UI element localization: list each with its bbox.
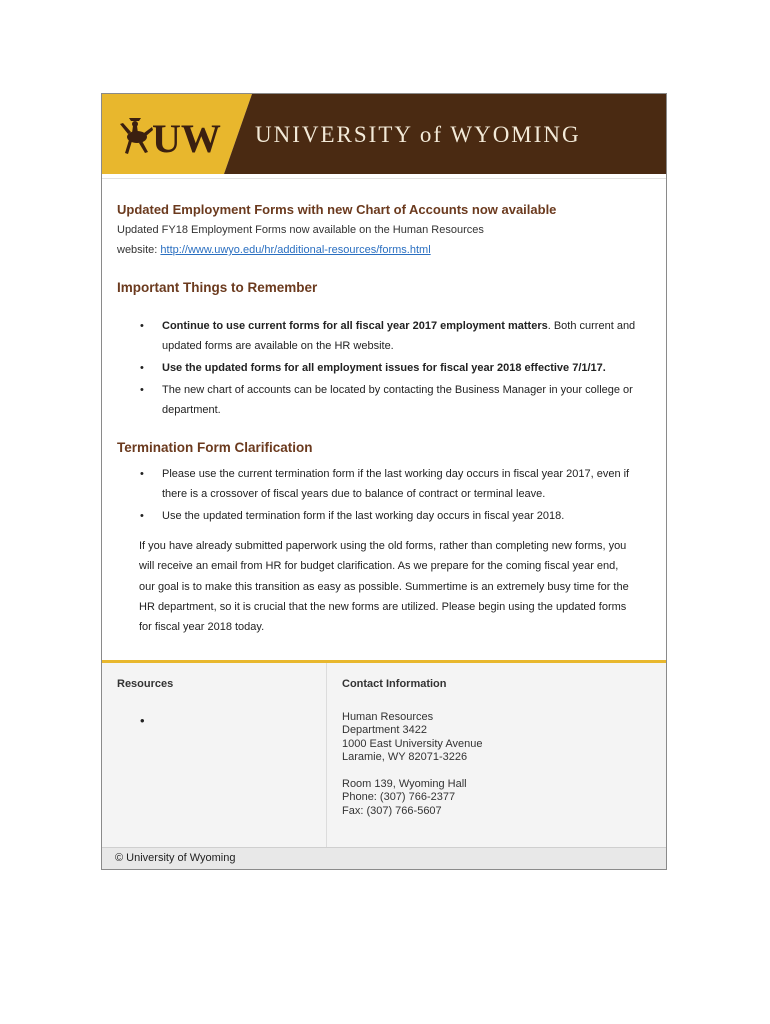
list-item (117, 316, 657, 356)
item-text: there is a crossover of fiscal years due to balance of contract or terminal leave. (162, 488, 546, 500)
closing-paragraph (139, 536, 649, 637)
resources-heading: Resources (117, 678, 174, 690)
item-text: The new chart of accounts can be located by contacting the Business Manager in your college or (162, 384, 633, 396)
banner-graphic (102, 94, 666, 174)
bullet-icon: • (140, 468, 144, 480)
remember-heading: Important Things to Remember (117, 280, 318, 295)
footer (102, 847, 666, 869)
paragraph-line: for fiscal year 2018 today. (139, 621, 265, 634)
item-text: . Both current and (547, 320, 636, 332)
intro-website-line (117, 240, 484, 260)
newsletter-frame (101, 93, 667, 870)
resources-bullet-icon: • (140, 713, 145, 728)
termination-heading: Termination Form Clarification (117, 440, 313, 455)
intro-website-prefix: website: (117, 244, 161, 256)
column-divider (326, 663, 327, 847)
contact-city: Laramie, WY 82071-3226 (342, 750, 468, 763)
intro-text (117, 220, 484, 260)
termination-list (117, 464, 657, 528)
headline: Updated Employment Forms with new Chart of Accounts now available (117, 202, 557, 217)
wordmark-text: UNIVERSITY of WYOMING (255, 122, 581, 147)
contact-street: 1000 East University Avenue (342, 737, 483, 750)
item-bold: Continue to use current forms for all fiscal year 2017 employment matters (162, 320, 548, 332)
intro-line: Updated FY18 Employment Forms now available on the Human Resources (117, 224, 484, 236)
item-bold: Use the updated forms for all employment issues for fiscal year 2018 effective 7/1/17. (162, 362, 606, 374)
contact-phone: Phone: (307) 766-2377 (342, 791, 456, 804)
paragraph-line: our goal is to make this transition as easy as possible. Summertime is an extremely busy time for the (139, 580, 629, 593)
contact-dept-number: Department 3422 (342, 724, 427, 737)
contact-dept: Human Resources (342, 711, 434, 723)
list-item (117, 506, 657, 526)
spacer (342, 764, 482, 778)
item-text: department. (162, 404, 221, 416)
contact-heading: Contact Information (342, 678, 447, 690)
list-item (117, 358, 657, 378)
contact-room: Room 139, Wyoming Hall (342, 778, 467, 791)
bullet-icon: • (140, 362, 144, 374)
bullet-icon: • (140, 510, 144, 522)
contact-details (342, 711, 482, 818)
paragraph-line: HR department, so it is crucial that the new forms are utilized. Please begin using the updated forms (139, 600, 627, 613)
list-item (117, 380, 657, 420)
contact-fax: Fax: (307) 766-5607 (342, 804, 442, 817)
list-item (117, 464, 657, 504)
bullet-icon: • (140, 384, 144, 396)
copyright-text: © University of Wyoming (115, 852, 236, 864)
uw-logo-text: UW (152, 116, 221, 161)
item-text: Use the updated termination form if the last working day occurs in fiscal year 2018. (162, 510, 565, 522)
paragraph-line: If you have already submitted paperwork using the old forms, rather than completing new forms, you (139, 540, 627, 552)
banner-divider (102, 178, 666, 179)
remember-list (117, 316, 657, 422)
bullet-icon: • (140, 320, 144, 332)
item-text: Please use the current termination form if the last working day occurs in fiscal year 2017, even if (162, 468, 630, 480)
header-banner (102, 94, 666, 174)
info-columns (102, 663, 666, 847)
paragraph-line: will receive an email from HR for budget clarification. As we prepare for the coming fiscal year end, (139, 560, 619, 573)
hr-forms-link[interactable]: http://www.uwyo.edu/hr/additional-resources/forms.html (160, 244, 431, 256)
item-text: updated forms are available on the HR website. (162, 340, 394, 352)
